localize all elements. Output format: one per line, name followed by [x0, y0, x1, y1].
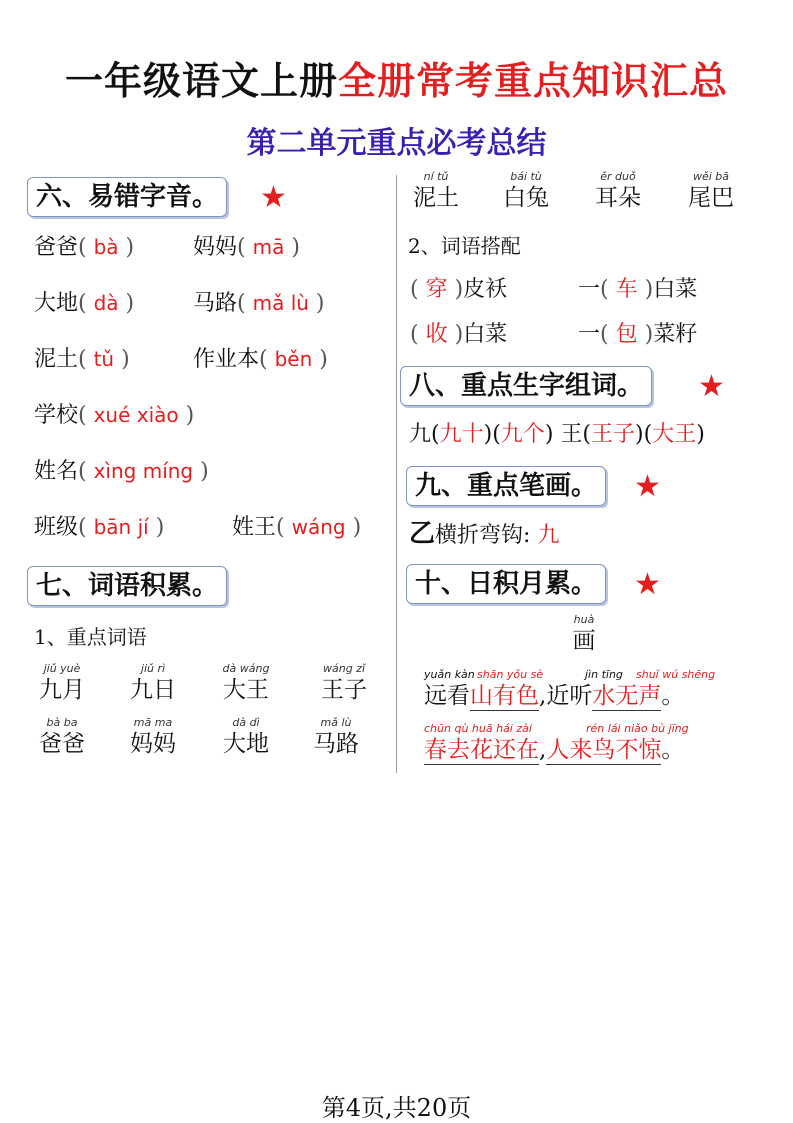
word-item: dà dì 大地 — [223, 716, 269, 757]
list-item: 姓名( xìng míng ) — [34, 459, 209, 484]
word-item: jiǔ yuè 九月 — [39, 662, 85, 703]
page-subtitle: 第二单元重点必考总结 — [246, 126, 547, 161]
poem-title: huà 画 — [572, 613, 596, 654]
list-item: 爸爸( bà ) — [34, 235, 135, 260]
pinyin: yuǎn kàn — [424, 668, 475, 681]
section-7-heading: 七、词语积累。 — [27, 566, 227, 606]
page-title — [0, 50, 793, 105]
pair-row: 一( 包 )菜籽 — [578, 322, 698, 347]
list-item: 马路( mǎ lù ) — [193, 291, 325, 316]
star-icon: ★ — [260, 180, 287, 215]
list-item: 大地( dà ) — [34, 291, 135, 316]
subheading: 1、重点词语 — [34, 625, 147, 649]
pinyin: jìn tīng — [585, 668, 623, 681]
pinyin: shān yǒu sè — [477, 668, 544, 681]
compound-row: 九(九十)(九个) 王(王子)(大王) — [409, 422, 705, 447]
pair-row: ( 收 )白菜 — [410, 322, 508, 347]
word-item: bà ba 爸爸 — [39, 716, 85, 757]
section-8-heading: 八、重点生字组词。 — [400, 366, 652, 406]
word-item: mā ma 妈妈 — [130, 716, 176, 757]
word-item: wáng zǐ 王子 — [321, 662, 367, 703]
word-item: dà wáng 大王 — [222, 662, 270, 703]
title-black: 一年级语文上册 — [64, 59, 338, 103]
poem-line: 春去花还在,人来鸟不惊。 — [424, 737, 685, 763]
stroke-row: 乙横折弯钩: 九 — [409, 519, 560, 549]
section-10-heading: 十、日积月累。 — [406, 564, 606, 604]
pair-row: 一( 车 )白菜 — [578, 277, 698, 302]
list-item: 班级( bān jí ) — [34, 515, 165, 540]
word-item: ní tǔ 泥土 — [413, 170, 459, 211]
section-6-heading: 六、易错字音。 — [27, 177, 227, 217]
list-item: 姓王( wáng ) — [232, 515, 362, 540]
pair-row: ( 穿 )皮袄 — [410, 277, 508, 302]
pinyin: chūn qù huā hái zài — [424, 722, 532, 735]
title-red: 全册常考重点知识汇总 — [338, 59, 729, 103]
list-item: 作业本( běn ) — [193, 347, 328, 372]
section-9-heading: 九、重点笔画。 — [406, 466, 606, 506]
subheading: 2、词语搭配 — [408, 234, 521, 258]
word-item: ěr duǒ 耳朵 — [595, 170, 641, 211]
pinyin: rén lái niǎo bù jīng — [586, 722, 689, 735]
pinyin: shuǐ wú shēng — [636, 668, 716, 681]
word-item: mǎ lù 马路 — [313, 716, 359, 757]
star-icon: ★ — [634, 567, 661, 602]
stroke-glyph: 乙 — [409, 519, 436, 549]
page-footer: 第4页,共20页 — [321, 1094, 472, 1122]
poem-line: 远看山有色,近听水无声。 — [424, 683, 685, 709]
word-item: jiǔ rì 九日 — [130, 662, 176, 703]
word-item: wěi bā 尾巴 — [688, 170, 734, 211]
list-item: 泥土( tǔ ) — [34, 347, 130, 372]
star-icon: ★ — [634, 469, 661, 504]
word-item: bái tù 白兔 — [503, 170, 549, 211]
column-divider — [396, 175, 397, 773]
list-item: 学校( xué xiào ) — [34, 403, 195, 428]
list-item: 妈妈( mā ) — [193, 235, 300, 260]
star-icon: ★ — [698, 369, 725, 404]
